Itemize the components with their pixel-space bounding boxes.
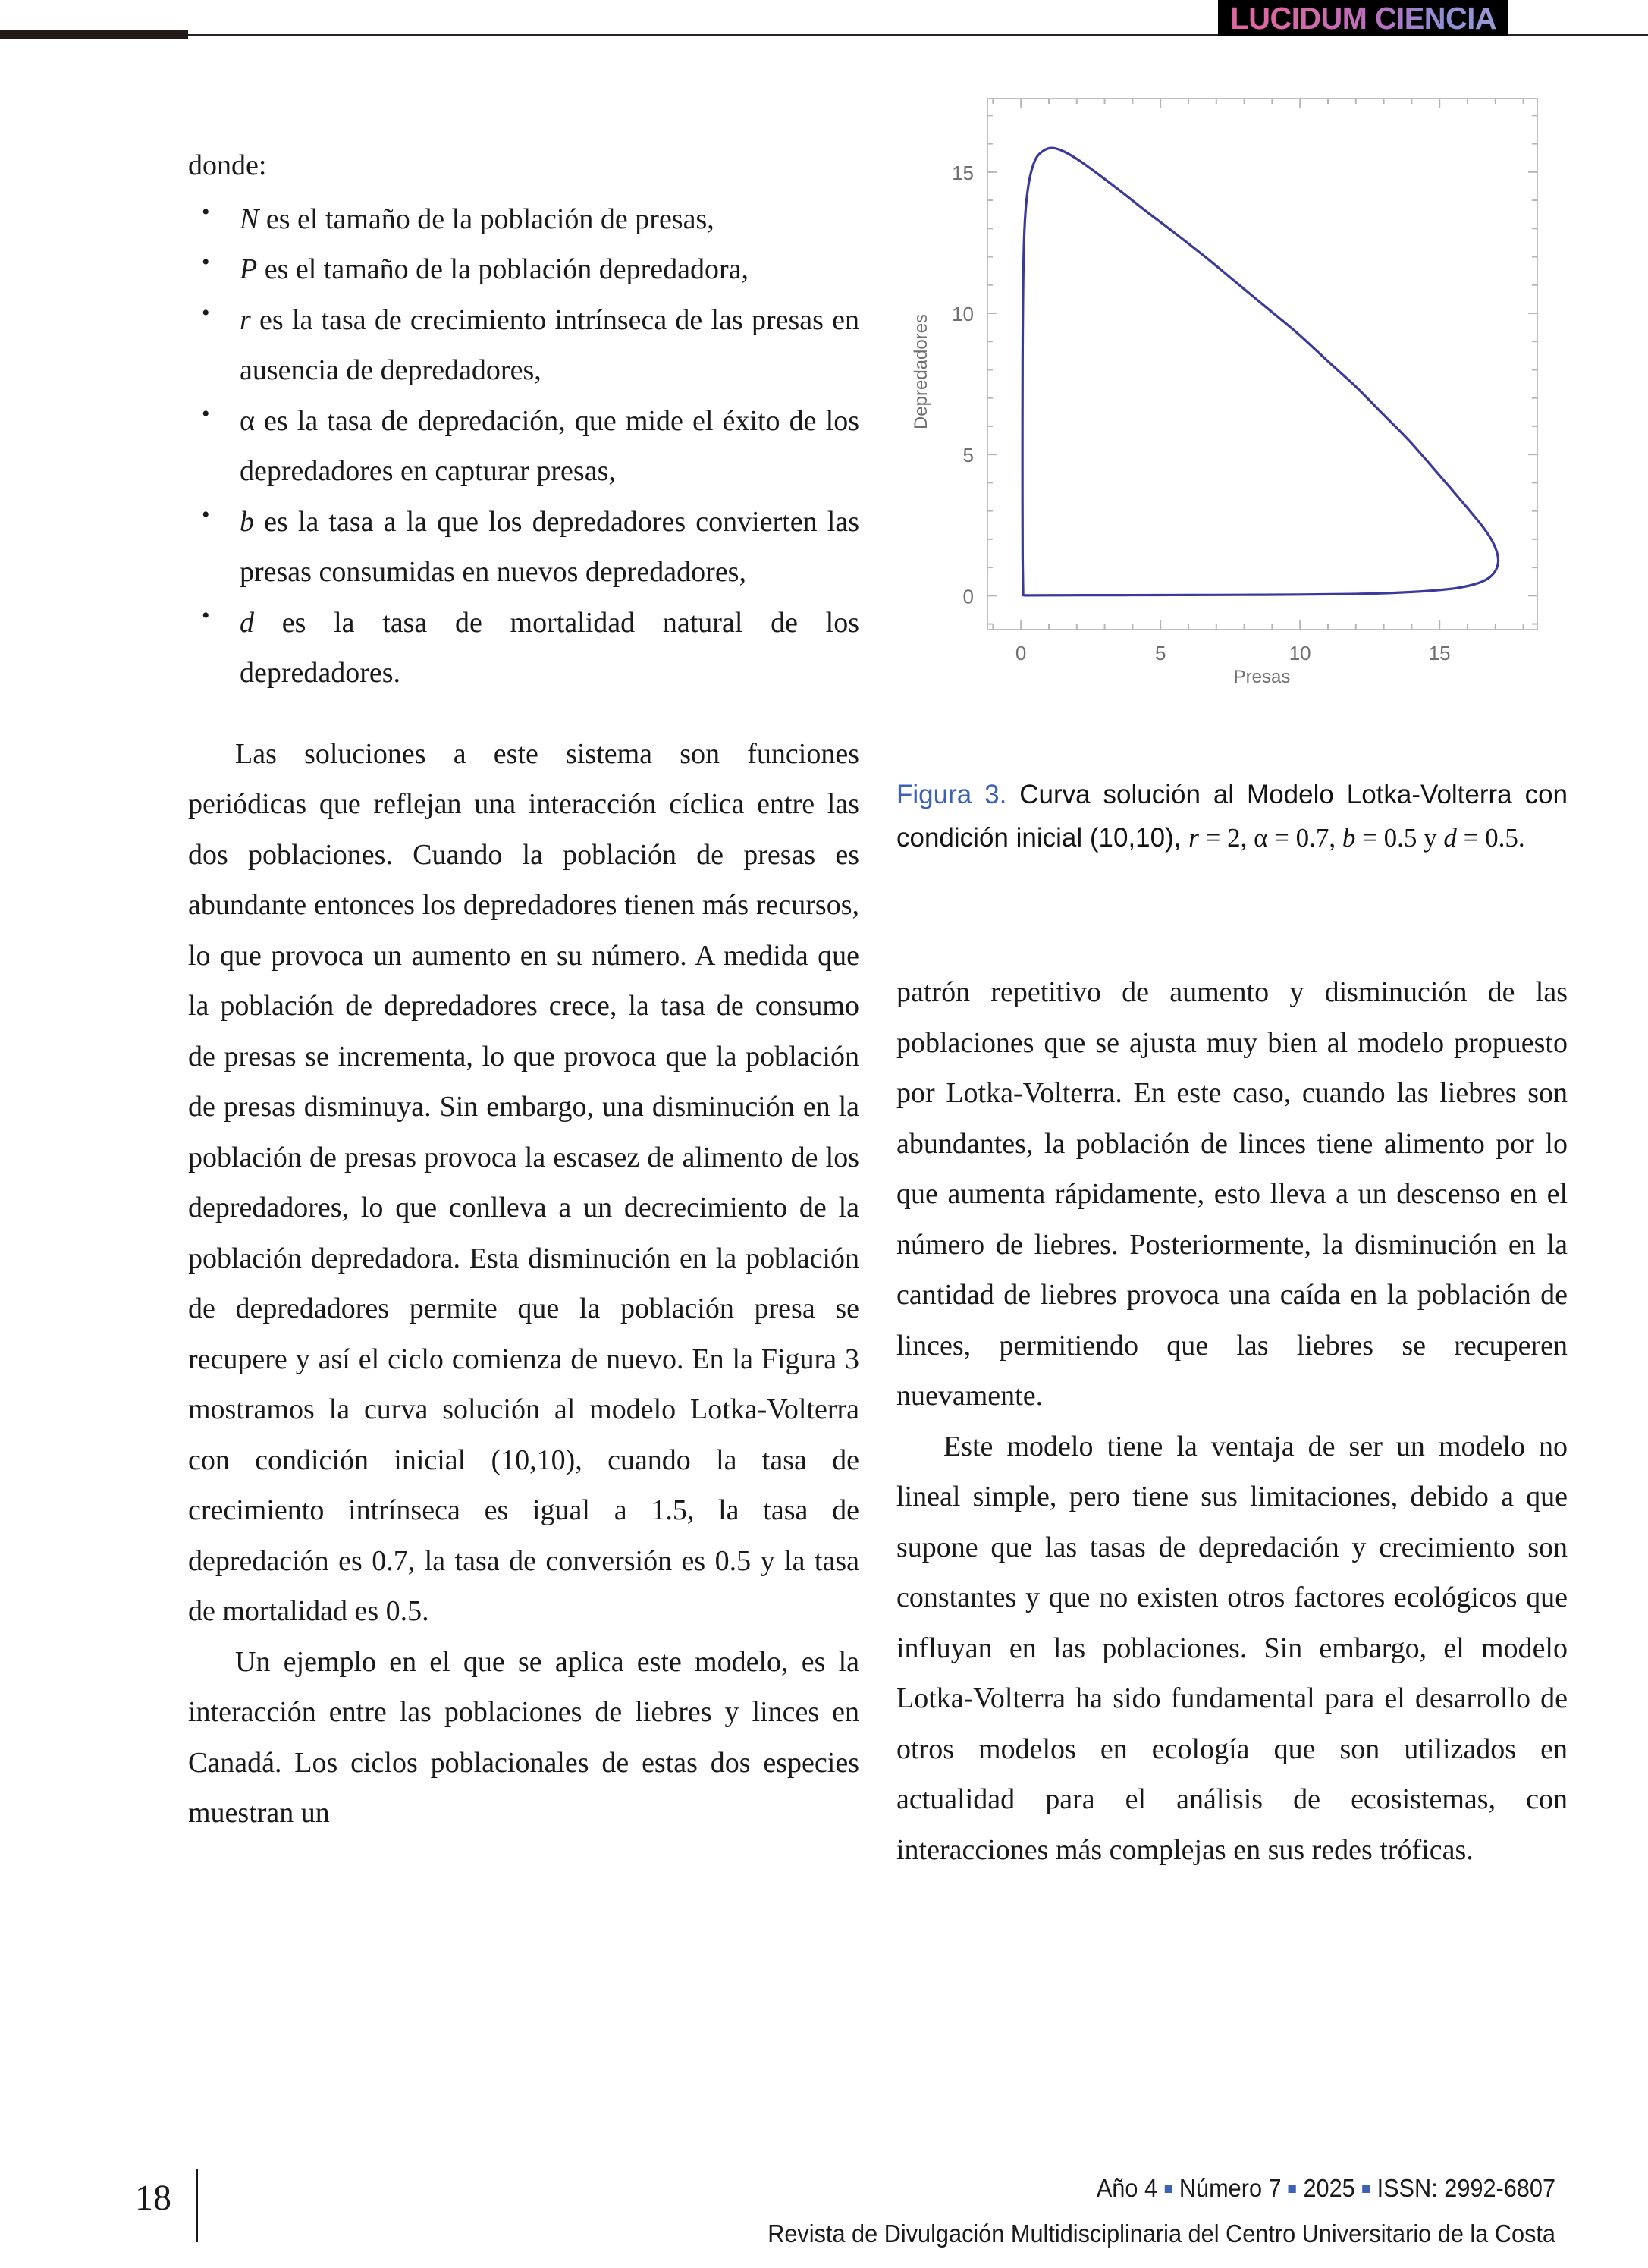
footer-number: Número 7	[1179, 2174, 1282, 2202]
list-item	[188, 598, 859, 699]
definitions-list	[188, 194, 859, 699]
bullet-square-icon	[1289, 2185, 1296, 2193]
list-item	[188, 244, 859, 295]
x-axis-label: Presas	[1233, 667, 1291, 687]
footer-year: Año 4	[1096, 2174, 1158, 2202]
header-rule-thick	[0, 30, 188, 39]
svg-text:5: 5	[1154, 642, 1166, 664]
footer-journal-line: Revista de Divulgación Multidisciplinaria del Centro Universitario de la Costa	[767, 2219, 1555, 2248]
figure-caption-b-value: = 0.5 y	[1355, 822, 1444, 853]
footer-issue-line	[767, 2169, 1555, 2207]
right-paragraph-2: Este modelo tiene la ventaja de ser un modelo no lineal simple, pero tiene sus limitaciones, debido a que supone que las tasas de depredación y crecimiento son constantes y que no existen otros factores ecológicos que influyan en las poblaciones. Sin embargo, el modelo Lotka-Volterra ha sido fundamental para el desarrollo de otros modelos en ecología que son utilizados en actualidad para el análisis de ecosistemas, con interacciones más complejas en sus redes tróficas.	[896, 1430, 1568, 1866]
figure-caption-label: Figura 3.	[896, 780, 1007, 809]
list-item	[188, 396, 859, 497]
figure-caption-r: r	[1188, 822, 1199, 853]
page-number: 18	[135, 2178, 171, 2218]
footer-meta	[708, 2169, 1555, 2252]
figure-caption-b: b	[1342, 822, 1356, 853]
svg-text:0: 0	[1015, 642, 1027, 664]
lotka-volterra-phase-plot	[896, 76, 1568, 713]
definitions-lead: donde:	[188, 149, 267, 181]
figure-caption-alpha: α = 0.7,	[1254, 822, 1342, 853]
list-item	[188, 194, 859, 245]
left-paragraph-1: Las soluciones a este sistema son funciones periódicas que reflejan una interacción cíclica entre las dos poblaciones. Cuando la población de presas es abundante entonces los depredadores tienen más recursos, lo que provoca un aumento en su número. A medida que la población de depredadores crece, la tasa de consumo de presas se incrementa, lo que provoca que la población de presas disminuya. Sin embargo, una disminución en la población de presas provoca la escasez de alimento de los depredadores, lo que conlleva a un decrecimiento de la población depredadora. Esta disminución en la población de depredadores permite que la población presa se recupere y así el ciclo comienza de nuevo. En la Figura 3 mostramos la curva solución al modelo Lotka-Volterra con condición inicial (10,10), cuando la tasa de crecimiento intrínseca es igual a 1.5, la tasa de depredación es 0.7, la tasa de conversión es 0.5 y la tasa de mortalidad es 0.5.	[188, 737, 859, 1627]
definition-text: es el tamaño de la población depredadora,	[257, 253, 749, 285]
svg-text:10: 10	[952, 302, 974, 325]
svg-text:10: 10	[1289, 642, 1311, 664]
y-axis-label: Depredadores	[911, 313, 931, 430]
figure-caption	[896, 774, 1568, 859]
definition-symbol: d	[240, 606, 254, 639]
definition-symbol: α	[240, 404, 255, 437]
bullet-square-icon	[1164, 2185, 1172, 2193]
list-item	[188, 295, 859, 396]
figure-caption-r-value: = 2,	[1198, 822, 1254, 853]
left-paragraph-2: Un ejemplo en el que se aplica este modelo, es la interacción entre las poblaciones de liebres y linces en Canadá. Los ciclos poblacionales de estas dos especies muestran un	[188, 1645, 859, 1829]
definition-text: es la tasa a la que los depredadores convierten las presas consumidas en nuevos depredadores,	[240, 505, 859, 588]
definition-symbol: r	[240, 303, 251, 336]
left-column	[188, 140, 859, 1839]
figure-caption-d-value: = 0.5.	[1456, 822, 1525, 853]
paragraph-spacer	[188, 699, 859, 729]
definition-text: es la tasa de mortalidad natural de los depredadores.	[240, 606, 859, 689]
brand-badge	[1218, 0, 1508, 36]
plot-frame	[987, 99, 1537, 630]
brand-title: LUCIDUM CIENCIA	[1230, 0, 1496, 36]
svg-text:0: 0	[962, 585, 974, 608]
footer-year-value: 2025	[1303, 2174, 1355, 2202]
definition-symbol: N	[240, 203, 259, 235]
footer-divider	[196, 2169, 198, 2242]
definition-symbol: b	[240, 505, 254, 538]
definition-text: es el tamaño de la población de presas,	[259, 203, 714, 235]
figure-caption-d: d	[1443, 822, 1457, 853]
svg-text:15: 15	[1428, 642, 1451, 664]
definition-text: es la tasa de depredación, que mide el éxito de los depredadores en capturar presas,	[240, 404, 859, 487]
right-paragraph-1: patrón repetitivo de aumento y disminución de las poblaciones que se ajusta muy bien al modelo propuesto por Lotka-Volterra. En este caso, cuando las liebres son abundantes, la población de linces tiene alimento por lo que aumenta rápidamente, esto lleva a un descenso en el número de liebres. Posteriormente, la disminución en la cantidad de liebres provoca una caída en la población de linces, permitiendo que las liebres se recuperen nuevamente.	[896, 976, 1568, 1412]
svg-text:15: 15	[952, 161, 974, 184]
list-item	[188, 497, 859, 598]
page-footer	[0, 2169, 1648, 2268]
svg-text:5: 5	[962, 444, 974, 467]
definition-symbol: P	[240, 253, 258, 285]
bullet-square-icon	[1362, 2185, 1370, 2193]
figure-3	[896, 76, 1568, 713]
page-header	[0, 0, 1648, 46]
figure-caption-text: Curva solución al Modelo Lotka-Volterra con condición inicial (10,10),	[896, 780, 1568, 853]
right-column	[896, 967, 1568, 1875]
footer-issn: ISSN: 2992-6807	[1376, 2174, 1555, 2202]
definition-text: es la tasa de crecimiento intrínseca de las presas en ausencia de depredadores,	[240, 303, 859, 386]
